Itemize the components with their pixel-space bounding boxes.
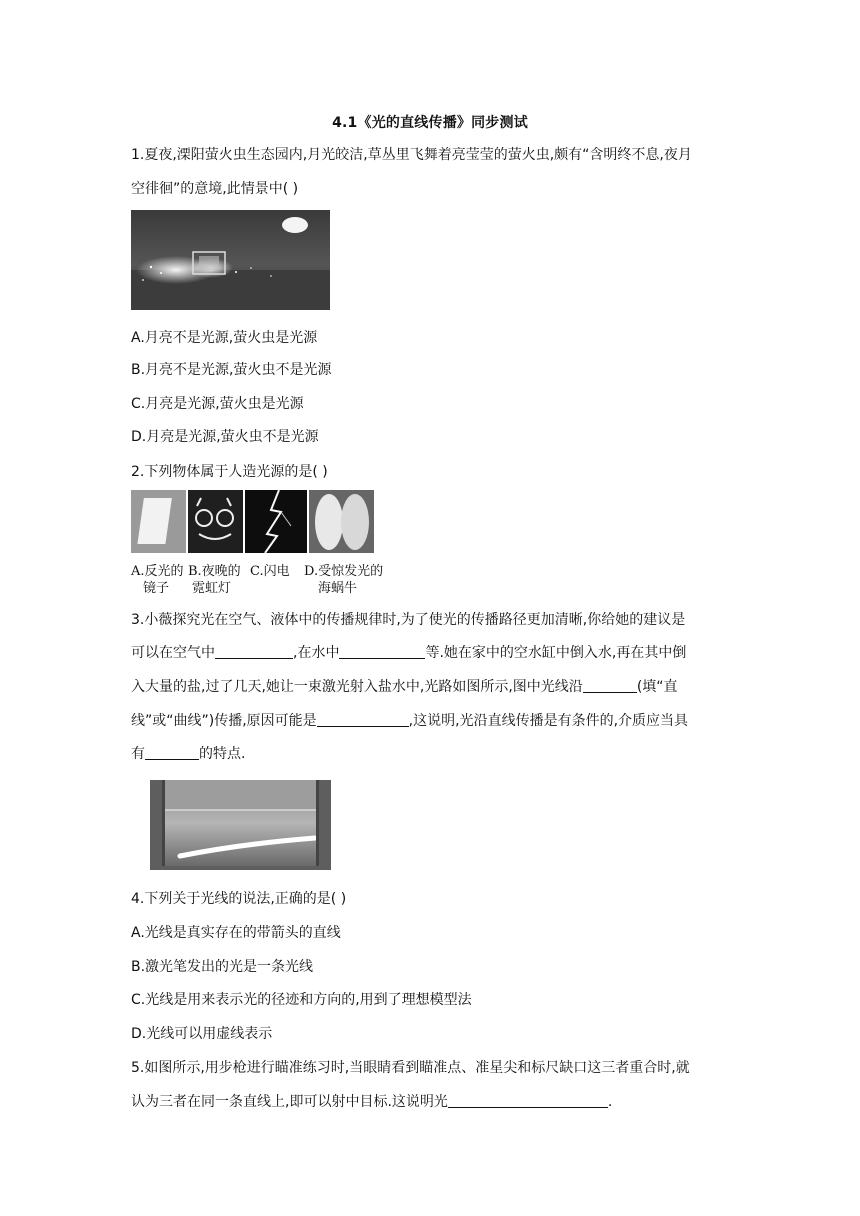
q1-stem-line1: 1.夏夜,溧阳萤火虫生态园内,月光皎洁,草丛里飞舞着亮莹莹的萤火虫,颇有“含明终不息,夜月 xyxy=(131,147,692,163)
q4-option-d: D.光线可以用虚线表示 xyxy=(131,1026,273,1042)
q5-line2: 认为三者在同一条直线上,即可以射中目标.这说明光 . xyxy=(131,1094,613,1110)
q5-line1: 5.如图所示,用步枪进行瞄准练习时,当眼睛看到瞄准点、准星尖和标尺缺口这三者重合时,就 xyxy=(131,1060,690,1076)
q3-blank-air xyxy=(215,644,293,659)
q1-option-c: C.月亮是光源,萤火虫是光源 xyxy=(131,396,304,412)
q2-stem: 2.下列物体属于人造光源的是( ) xyxy=(131,464,328,480)
page-title: 4.1《光的直线传播》同步测试 xyxy=(332,115,528,131)
q5-blank-answer xyxy=(448,1093,608,1108)
q3-line1: 3.小薇探究光在空气、液体中的传播规律时,为了使光的传播路径更加清晰,你给她的建议是 xyxy=(131,612,686,628)
firefly-night-photo xyxy=(131,210,330,310)
q3-blank-water xyxy=(339,644,425,659)
q2-caption-a: A.反光的 镜子 xyxy=(131,564,184,596)
q2-caption-d: D.受惊发光的 海蜗牛 xyxy=(304,564,384,596)
q4-option-a: A.光线是真实存在的带箭头的直线 xyxy=(131,925,341,941)
q4-option-b: B.激光笔发出的光是一条光线 xyxy=(131,959,314,975)
q1-option-d: D.月亮是光源,萤火虫不是光源 xyxy=(131,429,319,445)
q3-line5: 有 的特点. xyxy=(131,746,246,762)
q4-stem: 4.下列关于光线的说法,正确的是( ) xyxy=(131,891,347,907)
q3-blank-path xyxy=(583,678,637,693)
q1-option-b: B.月亮不是光源,萤火虫不是光源 xyxy=(131,362,332,378)
q2-caption-b: B.夜晚的 霓虹灯 xyxy=(188,564,241,596)
q3-line3: 入大量的盐,过了几天,她让一束激光射入盐水中,光路如图所示,图中光线沿 (填“直 xyxy=(131,679,678,695)
light-source-photos xyxy=(131,490,374,553)
q3-blank-property xyxy=(145,745,199,760)
q3-line4: 线”或“曲线”)传播,原因可能是 ,这说明,光沿直线传播是有条件的,介质应当具 xyxy=(131,713,689,729)
q3-line2: 可以在空气中 ,在水中 等.她在家中的空水缸中倒入水,再在其中倒 xyxy=(131,645,687,661)
q1-option-a: A.月亮不是光源,萤火虫是光源 xyxy=(131,330,318,346)
q1-stem-line2: 空徘徊”的意境,此情景中( ) xyxy=(131,181,299,197)
salt-water-tank-photo xyxy=(150,780,331,870)
q3-blank-reason xyxy=(317,712,409,727)
q4-option-c: C.光线是用来表示光的径迹和方向的,用到了理想模型法 xyxy=(131,992,472,1008)
q2-caption-c: C.闪电 xyxy=(250,564,290,579)
